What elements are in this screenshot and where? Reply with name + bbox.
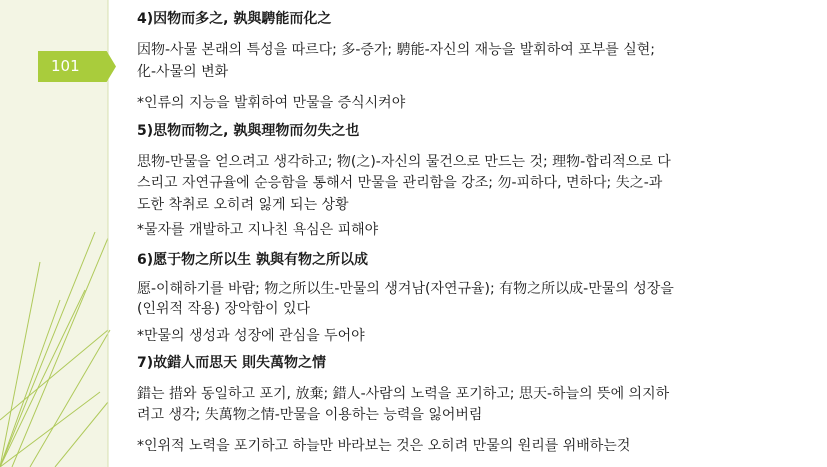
note-line: *물자를 개발하고 지나친 욕심은 피해야 xyxy=(137,222,379,238)
heading-5: 5)思物而物之, 孰與理物而勿失之也 xyxy=(137,123,360,139)
heading-4: 4)因物而多之, 孰與騁能而化之 xyxy=(137,11,332,27)
note-line: *인위적 노력을 포기하고 하늘만 바라보는 것은 오히려 만물의 원리를 위배하는것 xyxy=(137,438,631,454)
text-line: 化-사물의 변화 xyxy=(137,64,229,80)
page-number: 101 xyxy=(51,57,80,75)
heading-6: 6)愿于物之所以生 孰與有物之所以成 xyxy=(137,252,369,268)
text-line: 因物-사물 본래의 특성을 따르다; 多-증가; 騁能-자신의 재능을 발휘하여 포부를 실현; xyxy=(137,42,656,58)
text-line: 思物-만물을 얻으려고 생각하고; 物(之)-자신의 물건으로 만드는 것; 理物-합리적으로 다 xyxy=(137,154,671,170)
text-line: (인위적 작용) 장악함이 있다 xyxy=(137,301,311,317)
note-line: *인류의 지능을 발휘하여 만물을 증식시켜야 xyxy=(137,95,406,111)
text-line: 도한 착취로 오히려 잃게 되는 상황 xyxy=(137,197,349,213)
text-line: 려고 생각; 失萬物之情-만물을 이용하는 능력을 잃어버림 xyxy=(137,407,483,423)
note-line: *만물의 생성과 성장에 관심을 두어야 xyxy=(137,328,365,344)
heading-7: 7)故錯人而思天 則失萬物之情 xyxy=(137,355,327,371)
text-line: 스리고 자연규율에 순응함을 통해서 만물을 관리함을 강조; 勿-피하다, 면하다; 失之-과 xyxy=(137,175,663,191)
text-line: 愿-이해하기를 바람; 物之所以生-만물의 생겨남(자연규율); 有物之所以成-만물의 성장을 xyxy=(137,281,674,297)
text-line: 錯는 措와 동일하고 포기, 放棄; 錯人-사람의 노력을 포기하고; 思天-하늘의 뜻에 의지하 xyxy=(137,386,670,402)
